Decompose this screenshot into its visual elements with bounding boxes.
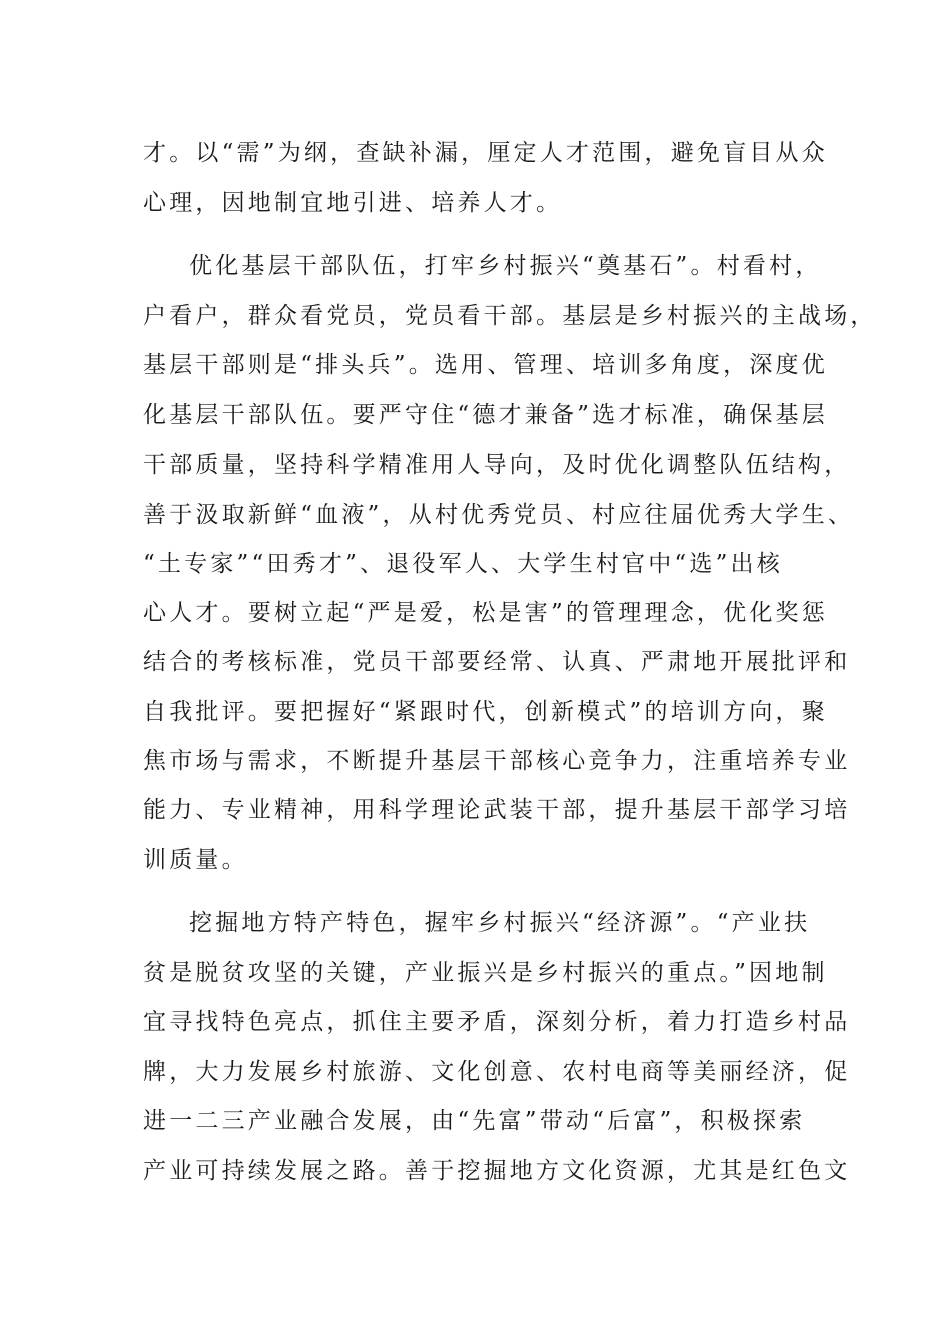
paragraph-line: 心理，因地制宜地引进、培养人才。	[143, 190, 563, 216]
paragraph-line: 牌，大力发展乡村旅游、文化创意、农村电商等美丽经济，促	[143, 1059, 851, 1085]
paragraph-line: 贫是脱贫攻坚的关键，产业振兴是乡村振兴的重点。”因地制	[143, 960, 828, 986]
paragraph-line: 化基层干部队伍。要严守住“德才兼备”选才标准，确保基层	[143, 402, 828, 428]
paragraph-line: 优化基层干部队伍，打牢乡村振兴“奠基石”。村看村，	[189, 253, 822, 279]
paragraph-line: 基层干部则是“排头兵”。选用、管理、培训多角度，深度优	[143, 352, 828, 378]
paragraph-line: 能力、专业精神，用科学理论武装干部，提升基层干部学习培	[143, 797, 851, 823]
paragraph-line: 挖掘地方特产特色，握牢乡村振兴“经济源”。“产业扶	[189, 910, 811, 936]
paragraph-line: “土专家”“田秀才”、退役军人、大学生村官中“选”出核	[143, 551, 783, 577]
paragraph-line: 户看户，群众看党员，党员看干部。基层是乡村振兴的主战场，	[143, 303, 877, 329]
paragraph-line: 干部质量，坚持科学精准用人导向，及时优化调整队伍结构，	[143, 452, 851, 478]
paragraph-line: 训质量。	[143, 847, 248, 873]
paragraph-line: 善于汲取新鲜“血液”，从村优秀党员、村应往届优秀大学生、	[143, 502, 855, 528]
paragraph-line: 才。以“需”为纲，查缺补漏，厘定人才范围，避免盲目从众	[143, 140, 828, 166]
paragraph-line: 结合的考核标准，党员干部要经常、认真、严肃地开展批评和	[143, 649, 851, 675]
paragraph-line: 焦市场与需求，不断提升基层干部核心竞争力，注重培养专业	[143, 748, 851, 774]
paragraph-line: 产业可持续发展之路。善于挖掘地方文化资源，尤其是红色文	[143, 1158, 851, 1184]
paragraph-line: 宜寻找特色亮点，抓住主要矛盾，深刻分析，着力打造乡村品	[143, 1009, 851, 1035]
paragraph-line: 心人才。要树立起“严是爱，松是害”的管理理念，优化奖惩	[143, 600, 828, 626]
paragraph-line: 自我批评。要把握好“紧跟时代，创新模式”的培训方向，聚	[143, 699, 828, 725]
paragraph-line: 进一二三产业融合发展，由“先富”带动“后富”，积极探索	[143, 1108, 806, 1134]
